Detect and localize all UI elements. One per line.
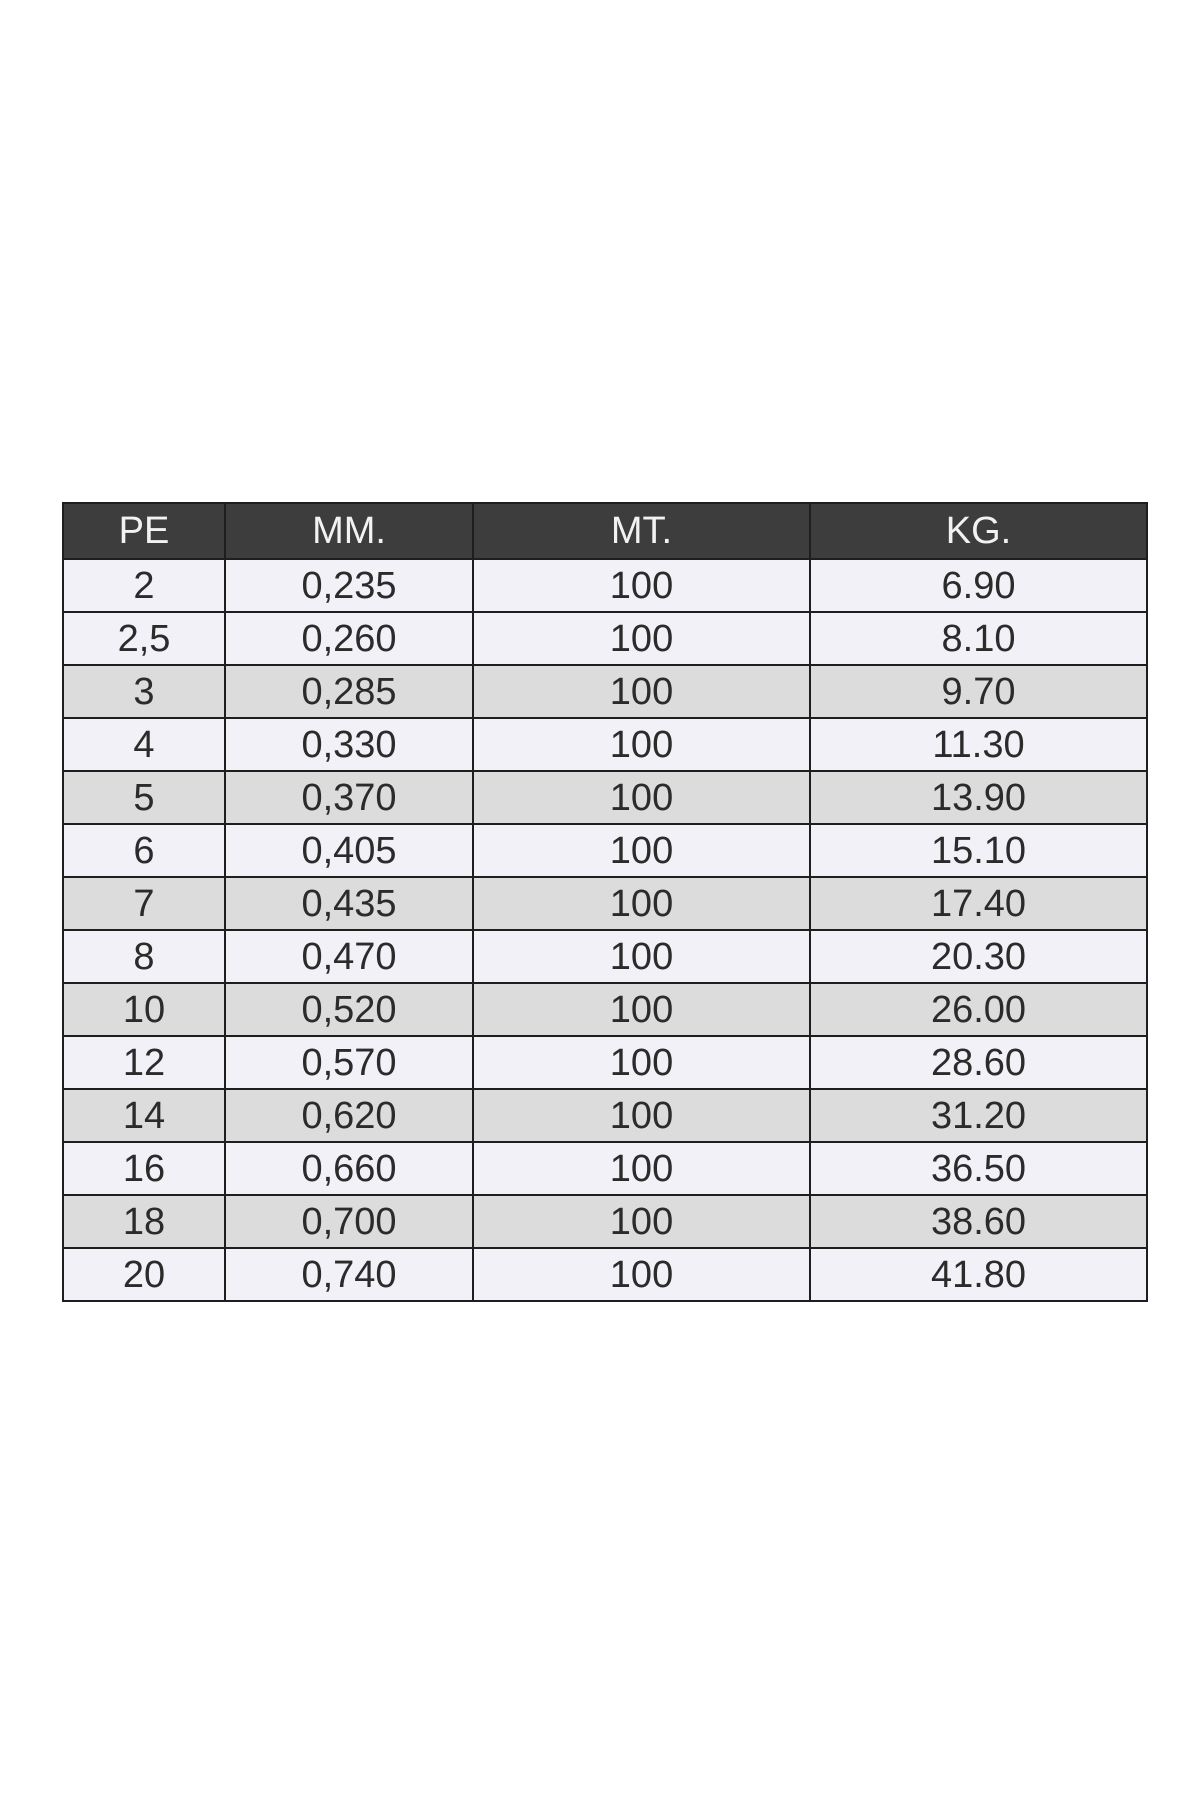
table-row (63, 1036, 1147, 1089)
table-row (63, 718, 1147, 771)
cell-mm: 0,700 (225, 1195, 473, 1248)
cell-mt: 100 (473, 665, 810, 718)
header-mm: MM. (225, 503, 473, 559)
cell-kg: 38.60 (810, 1195, 1147, 1248)
cell-kg: 26.00 (810, 983, 1147, 1036)
cell-kg: 9.70 (810, 665, 1147, 718)
cell-mm: 0,370 (225, 771, 473, 824)
cell-mm: 0,235 (225, 559, 473, 612)
line-spec-table (62, 502, 1148, 1302)
cell-mt: 100 (473, 1248, 810, 1301)
table-row (63, 930, 1147, 983)
cell-mt: 100 (473, 612, 810, 665)
header-mt: MT. (473, 503, 810, 559)
cell-kg: 36.50 (810, 1142, 1147, 1195)
cell-mt: 100 (473, 771, 810, 824)
cell-mm: 0,435 (225, 877, 473, 930)
cell-kg: 20.30 (810, 930, 1147, 983)
cell-pe: 7 (63, 877, 225, 930)
cell-kg: 11.30 (810, 718, 1147, 771)
cell-kg: 17.40 (810, 877, 1147, 930)
table-row (63, 983, 1147, 1036)
cell-pe: 20 (63, 1248, 225, 1301)
cell-mm: 0,570 (225, 1036, 473, 1089)
cell-mt: 100 (473, 1142, 810, 1195)
cell-pe: 6 (63, 824, 225, 877)
header-kg: KG. (810, 503, 1147, 559)
table-row (63, 877, 1147, 930)
cell-mt: 100 (473, 1036, 810, 1089)
cell-pe: 14 (63, 1089, 225, 1142)
cell-kg: 28.60 (810, 1036, 1147, 1089)
cell-mt: 100 (473, 1089, 810, 1142)
table-row (63, 824, 1147, 877)
cell-pe: 2 (63, 559, 225, 612)
cell-kg: 6.90 (810, 559, 1147, 612)
cell-mm: 0,620 (225, 1089, 473, 1142)
cell-kg: 8.10 (810, 612, 1147, 665)
cell-mt: 100 (473, 1195, 810, 1248)
cell-mt: 100 (473, 930, 810, 983)
cell-pe: 18 (63, 1195, 225, 1248)
table-row (63, 612, 1147, 665)
header-pe: PE (63, 503, 225, 559)
cell-pe: 12 (63, 1036, 225, 1089)
cell-mm: 0,285 (225, 665, 473, 718)
cell-mt: 100 (473, 877, 810, 930)
table-row (63, 1248, 1147, 1301)
cell-pe: 4 (63, 718, 225, 771)
cell-mt: 100 (473, 718, 810, 771)
cell-pe: 5 (63, 771, 225, 824)
cell-mm: 0,740 (225, 1248, 473, 1301)
table-body (63, 559, 1147, 1301)
cell-mm: 0,405 (225, 824, 473, 877)
cell-kg: 15.10 (810, 824, 1147, 877)
cell-pe: 3 (63, 665, 225, 718)
cell-mm: 0,520 (225, 983, 473, 1036)
cell-mt: 100 (473, 983, 810, 1036)
cell-kg: 41.80 (810, 1248, 1147, 1301)
table-row (63, 1089, 1147, 1142)
table-row (63, 1195, 1147, 1248)
cell-mt: 100 (473, 824, 810, 877)
cell-pe: 16 (63, 1142, 225, 1195)
table-row (63, 559, 1147, 612)
table-row (63, 1142, 1147, 1195)
cell-mt: 100 (473, 559, 810, 612)
cell-mm: 0,260 (225, 612, 473, 665)
cell-mm: 0,330 (225, 718, 473, 771)
header-row (63, 503, 1147, 559)
cell-kg: 31.20 (810, 1089, 1147, 1142)
table-header (63, 503, 1147, 559)
cell-mm: 0,470 (225, 930, 473, 983)
cell-pe: 2,5 (63, 612, 225, 665)
table-row (63, 771, 1147, 824)
cell-mm: 0,660 (225, 1142, 473, 1195)
table-row (63, 665, 1147, 718)
cell-pe: 10 (63, 983, 225, 1036)
cell-pe: 8 (63, 930, 225, 983)
cell-kg: 13.90 (810, 771, 1147, 824)
